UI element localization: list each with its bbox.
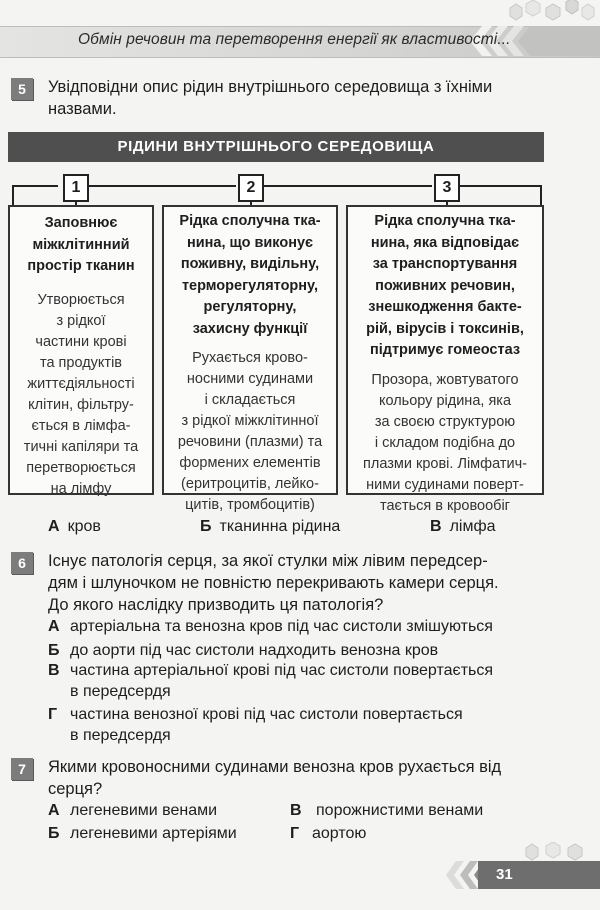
option-v: В лімфа [430, 518, 496, 535]
card-number-2: 2 [238, 174, 264, 202]
question-number-6: 6 [11, 552, 33, 574]
card-2-description: Рухається крово- носними судинами і складається з рідкої міжклітинної речовини (плазми) та формених елементів (еритроцитів, лейко- цитів, тромбоцитів) [177, 350, 323, 513]
card-1-title: Заповнює міжклітинний простір тканин [27, 215, 135, 274]
question-number-5: 5 [11, 78, 33, 100]
card-3-description: Прозора, жовтуватого кольору рідина, яка за своєю структурою і складом подібна до плазми крові. Лімфатич- ними судинами поверт- тається в кровообіг [363, 371, 527, 514]
card-number-1: 1 [63, 174, 89, 202]
hexagon-decoration-icon [520, 842, 600, 862]
question-5-line-2: назвами. [48, 100, 117, 118]
page-header [0, 0, 600, 58]
fluid-card-2 [162, 205, 338, 513]
connector-line [12, 185, 58, 187]
page-number: 31 [478, 861, 600, 889]
question-7-text: Якими кровоносними судинами венозна кров рухається від серця? [48, 758, 502, 798]
question-5-text [48, 76, 548, 120]
connector-line [540, 185, 542, 205]
question-6-text: Існує патологія серця, за якої стулки між лівим передсер- дям і шлуночком не повністю перекривають камери серця. До якого наслідку призводить ця патологія? [48, 552, 499, 614]
connector-line [12, 185, 14, 205]
card-1-description: Утворюється з рідкої частини крові та продуктів життєдіяльності клітин, фільтру- ється в лімфа- тичні капіляри та перетворюється на лімфу [23, 291, 139, 497]
fluids-banner: РІДИНИ ВНУТРІШНЬОГО СЕРЕДОВИЩА [8, 132, 544, 162]
header-title: Обмін речовин та перетворення енергії як властивості... [78, 31, 511, 48]
fluid-card-1 [8, 205, 154, 495]
connector-line [264, 185, 432, 187]
option-a: А кров [48, 518, 101, 535]
connector-line [88, 185, 236, 187]
connector-line [460, 185, 542, 187]
question-number-7: 7 [11, 758, 33, 780]
question-5-line-1: Увідповідни опис рідин внутрішнього середовища з їхніми [48, 78, 493, 96]
card-number-3: 3 [434, 174, 460, 202]
card-3-title: Рідка сполучна тка- нина, яка відповідає за транспортування поживних речовин, знешкодження бакте- рій, вірусів і токсинів, підтримує гомеостаз [366, 213, 524, 358]
card-2-title: Рідка сполучна тка- нина, що виконує поживну, видільну, терморегуляторну, регуляторну, захисну функції [179, 213, 321, 337]
fluid-card-3 [346, 205, 544, 514]
option-b: Б тканинна рідина [200, 518, 341, 535]
